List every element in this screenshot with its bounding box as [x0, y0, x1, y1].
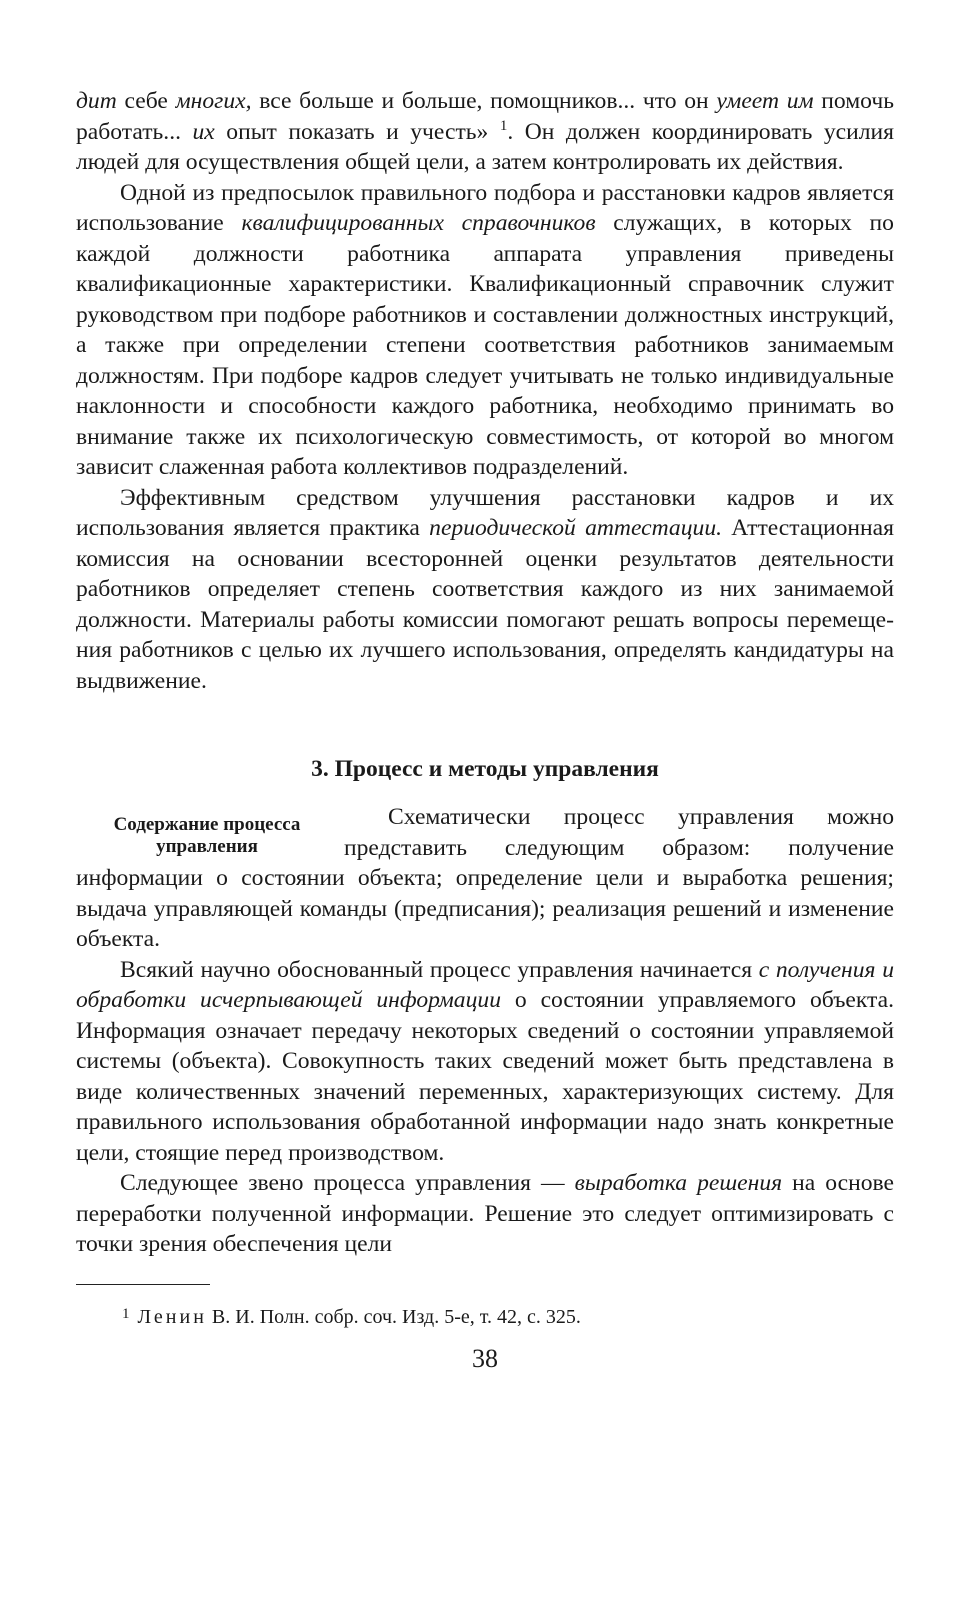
text-run: Следующее звено процесса управления — — [120, 1170, 575, 1196]
text-run: все больше и больше, помощников... что он — [251, 88, 717, 114]
text-run: опыт показать и учесть» — [214, 118, 500, 145]
text-run: себе — [116, 88, 176, 114]
paragraph-2 — [76, 178, 894, 483]
paragraph-3 — [76, 483, 894, 697]
italic-text: периодической аттестации. — [429, 515, 723, 541]
paragraph-1 — [76, 86, 894, 178]
footnote — [76, 1301, 894, 1330]
paragraph-4: Схематически процесс управления можно представить следующим образом: получение информации о состоянии объекта; определение цели и выработка решения; выдача управляющей команды (предписания); реализация решений и изменение объекта. — [76, 804, 894, 952]
italic-text: многих, — [175, 88, 252, 114]
book-page — [76, 86, 894, 1376]
footnote-number: 1 — [122, 1305, 130, 1322]
italic-text: дит — [76, 88, 117, 114]
page-number: 38 — [472, 1343, 498, 1373]
text-run: на основе переработки полученной информации. Решение это следует оптимизировать с точки зрения обеспечения цели — [76, 1170, 895, 1257]
text-run: . Он должен координировать усилия людей для осуществления общей цели, а затем контролировать их действия. — [76, 118, 894, 175]
text-run: служащих, в которых по каждой должности работника аппарата управления приведены квалификационные характеристики. Квалификационный справочник служит руководством при подборе работников и составлении должностных инструкций, а также при определении степени соответствия работников занимаемым должностям. При подборе кадров следует учитывать не только индивидуальные наклонности и способности каждого работника, необходимо принимать во внимание также их психологическую совместимость, от которой во многом зависит слаженная работа коллективов подразделений. — [76, 210, 894, 480]
italic-text: умеет им — [716, 88, 814, 114]
text-run: Эффективным средством улучшения расстановки кадров и их использования является практика — [76, 484, 894, 541]
footnote-author: Ленин — [137, 1305, 207, 1328]
side-heading: Содержание процесса управления — [113, 814, 301, 857]
text-run: помочь работать... — [76, 88, 894, 145]
section-heading: 3. Процесс и методы управления — [311, 756, 659, 782]
text-run: Одной из предпосылок правильного подбора и расстановки кадров является использование — [76, 179, 894, 236]
italic-text: квалифицированных справочников — [241, 210, 596, 236]
footnote-marker: 1 — [499, 117, 508, 134]
text-run: Аттестационная комиссия на основании всесторонней оценки результатов деятельности работников определяет степень соответствия каждого из них занимаемой должности. Материалы работы комиссии помогают решать вопросы перемещения работников с целью их лучшего использования, определять кандидатуры на выдвижение. — [76, 515, 894, 694]
italic-text: с получения и обработки исчерпывающей информации — [76, 956, 894, 1013]
text-run: Всякий научно обоснованный процесс управления начинается — [120, 956, 759, 983]
paragraph-6 — [76, 1168, 894, 1260]
footnote-rule — [76, 1284, 210, 1285]
italic-text: выработка решения — [574, 1170, 783, 1196]
paragraph-5 — [76, 955, 894, 1169]
text-run: о состоянии управляемого объекта. Информация означает передачу некоторых сведений о состоянии управляемой системы (объекта). Совокупность таких сведений может быть представлена в виде количественных значений переменных, характеризующих систему. Для правильного использования обработанной информации надо знать конкретные цели, стоящие перед производством. — [76, 987, 894, 1166]
italic-text: их — [192, 118, 215, 145]
footnote-text: В. И. Полн. собр. соч. Изд. 5-е, т. 42, с. 325. — [206, 1305, 581, 1328]
